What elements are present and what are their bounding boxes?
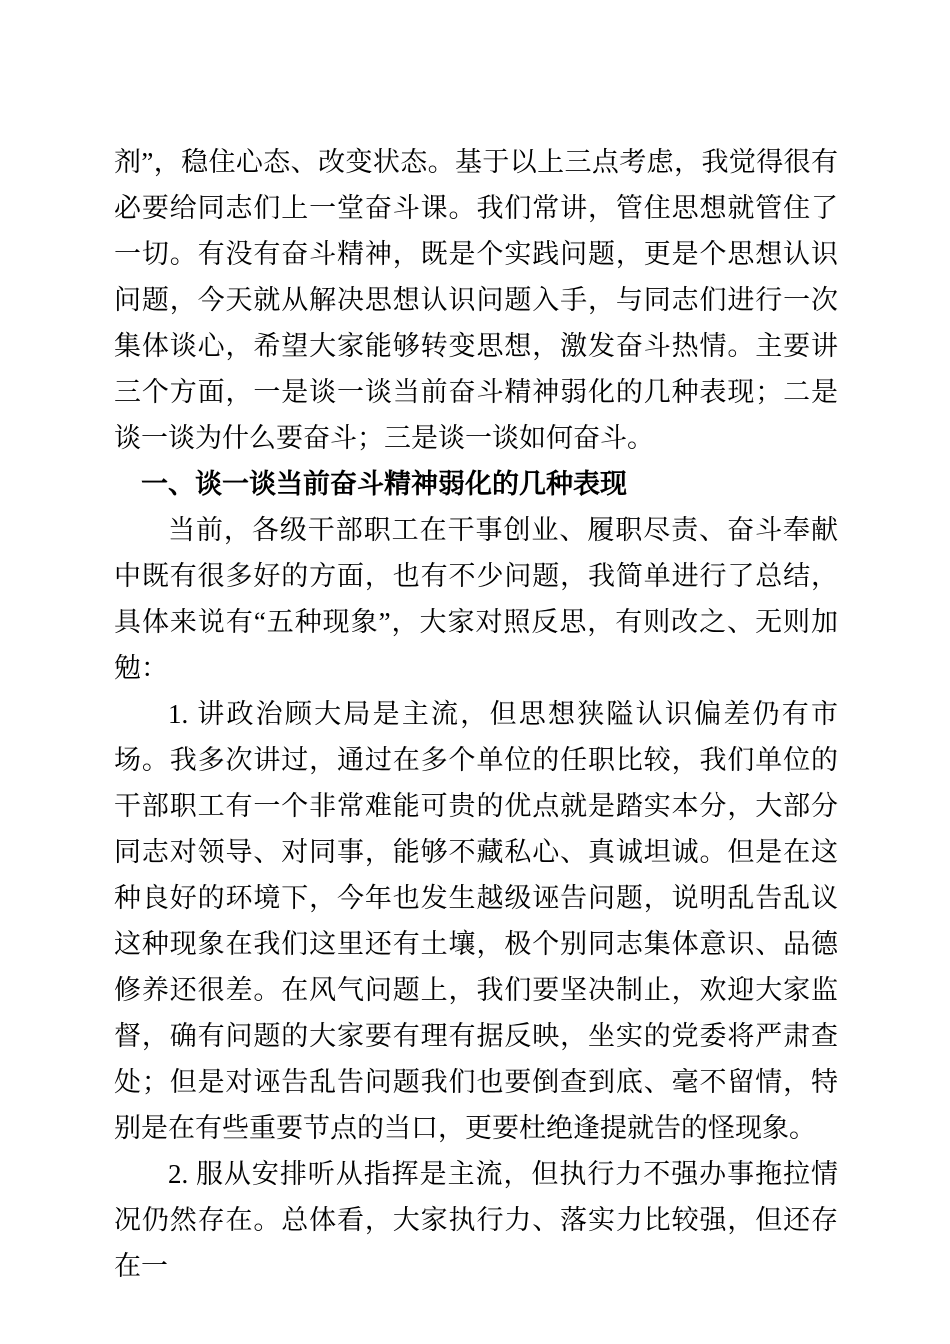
section-heading: 一、谈一谈当前奋斗精神弱化的几种表现 xyxy=(141,469,627,499)
paragraph-item-1: 1. 讲政治顾大局是主流，但思想狭隘认识偏差仍有市场。我多次讲过，通过在多个单位的任职比较，我们单位的干部职工有一个非常难能可贵的优点就是踏实本分，大部分同志对领导、对同事，能够不藏私心、真诚坦诚。但是在这种良好的环境下，今年也发生越级诬告问题，说明乱告乱议这种现象在我们这里还有土壤，极个别同志集体意识、品德修养还很差。在风气问题上，我们要坚决制止，欢迎大家监督，确有问题的大家要有理有据反映，坐实的党委将严肃查处；但是对诬告乱告问题我们也要倒查到底、毫不留情，特别是在有些重要节点的当口，更要杜绝逢提就告的怪现象。 xyxy=(114,699,838,1143)
paragraph-item-2: 2. 服从安排听从指挥是主流，但执行力不强办事拖拉情况仍然存在。总体看，大家执行力、落实力比较强，但还存在一 xyxy=(114,1159,838,1281)
paragraph: 当前，各级干部职工在干事创业、履职尽责、奋斗奉献中既有很多好的方面，也有不少问题，我简单进行了总结，具体来说有“五种现象”，大家对照反思，有则改之、无则加勉： xyxy=(114,515,838,683)
paragraph-continuation: 剂”，稳住心态、改变状态。基于以上三点考虑，我觉得很有必要给同志们上一堂奋斗课。我们常讲，管住思想就管住了一切。有没有奋斗精神，既是个实践问题，更是个思想认识问题，今天就从解决思想认识问题入手，与同志们进行一次集体谈心，希望大家能够转变思想，激发奋斗热情。主要讲三个方面，一是谈一谈当前奋斗精神弱化的几种表现；二是谈一谈为什么要奋斗；三是谈一谈如何奋斗。 xyxy=(114,147,838,453)
